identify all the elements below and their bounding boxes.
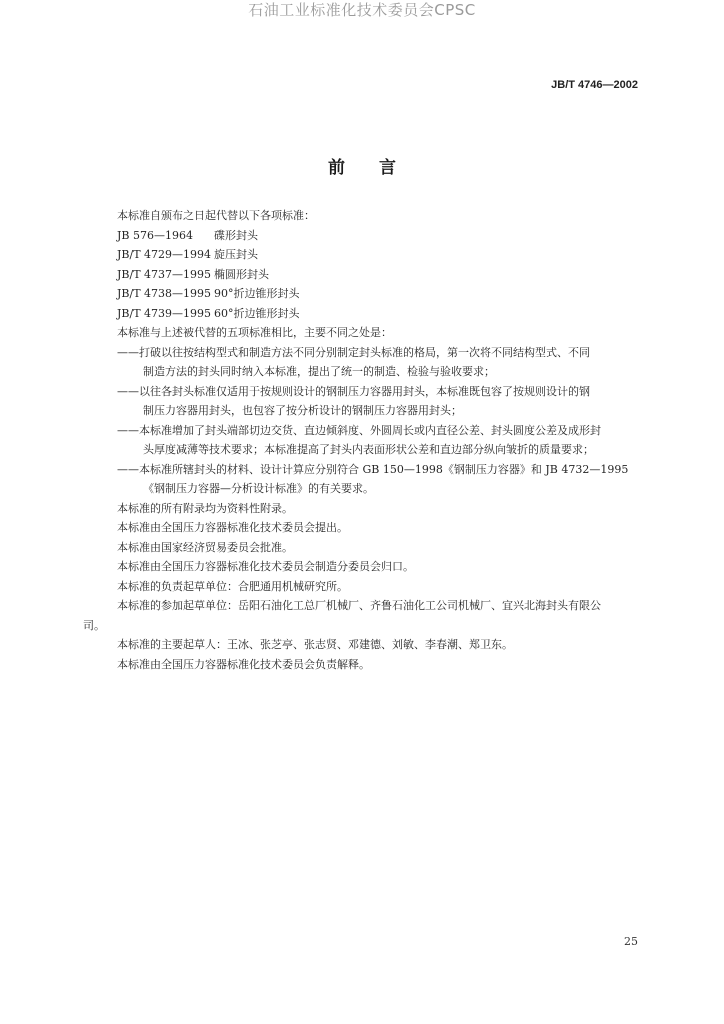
difference-item-line: ——本标准所辖封头的材料、设计计算应分别符合 GB 150—1998《钢制压力容器》和 JB 4732—1995 [117, 462, 629, 476]
statement-centralized-by: 本标准由全国压力容器标准化技术委员会制造分委员会归口。 [117, 560, 414, 573]
statement-approved-by: 本标准由国家经济贸易委员会批准。 [117, 540, 293, 554]
participants-paragraph: 本标准的参加起草单位：岳阳石油化工总厂机械厂、齐鲁石油化工公司机械厂、宜兴北海封头有限公 [117, 599, 601, 612]
differences-intro: 本标准与上述被代替的五项标准相比，主要不同之处是： [117, 326, 392, 339]
standard-code: JB/T 4746—2002 [551, 79, 638, 91]
replaced-standard-item [83, 245, 653, 265]
standard-item-code: JB/T 4729—1994 [117, 248, 212, 261]
standard-item-code: JB 576—1964 [117, 228, 193, 242]
statement-lead-drafter: 本标准的负责起草单位：合肥通用机械研究所。 [117, 579, 348, 593]
participants-paragraph-continuation: 司。 [83, 618, 105, 632]
standard-item-name: 旋压封头 [214, 248, 258, 261]
statement-appendix: 本标准的所有附录均为资料性附录。 [117, 501, 293, 515]
page-title: 前言 [328, 158, 430, 178]
difference-item-continuation: 制造方法的封头同时纳入本标准，提出了统一的制造、检验与验收要求； [143, 365, 495, 378]
standard-item-code: JB/T 4737—1995 [117, 267, 212, 281]
difference-item-line: ——打破以往按结构型式和制造方法不同分别制定封头标准的格局，第一次将不同结构型式、不同 [117, 345, 590, 359]
standard-item-name: 90°折边锥形封头 [214, 287, 300, 300]
standard-item-name: 椭圆形封头 [214, 267, 269, 281]
drafters-paragraph: 本标准的主要起草人：王冰、张芝亭、张志贤、邓建德、刘敏、李春潮、郑卫东。 [117, 638, 513, 651]
standard-item-code: JB/T 4738—1995 [117, 287, 212, 300]
standard-item-name: 碟形封头 [214, 228, 258, 242]
page-number: 25 [624, 935, 638, 948]
replaced-standard-item [83, 226, 653, 246]
intro-paragraph: 本标准自颁布之日起代替以下各项标准： [117, 209, 315, 222]
replaced-standard-item [83, 304, 653, 324]
replaced-standard-item [83, 265, 653, 285]
difference-item-continuation: 《钢制压力容器—分析设计标准》的有关要求。 [143, 482, 374, 495]
difference-item-continuation: 制压力容器用封头，也包容了按分析设计的钢制压力容器用封头； [143, 404, 462, 417]
watermark-text: 石油工业标准化技术委员会CPSC [248, 1, 476, 19]
standard-item-name: 60°折边锥形封头 [214, 306, 300, 320]
interpretation-paragraph: 本标准由全国压力容器标准化技术委员会负责解释。 [117, 657, 370, 671]
document-body [83, 206, 653, 674]
replaced-standard-item [83, 284, 653, 304]
difference-item-line: ——以往各封头标准仅适用于按规则设计的钢制压力容器用封头，本标准既包容了按规则设计的钢 [117, 384, 590, 398]
standard-item-code: JB/T 4739—1995 [117, 306, 212, 320]
statement-proposed-by: 本标准由全国压力容器标准化技术委员会提出。 [117, 521, 348, 534]
difference-item-continuation: 头厚度减薄等技术要求；本标准提高了封头内表面形状公差和直边部分纵向皱折的质量要求； [143, 443, 594, 456]
difference-item-line: ——本标准增加了封头端部切边交货、直边倾斜度、外圆周长或内直径公差、封头圆度公差及成形封 [117, 423, 601, 437]
